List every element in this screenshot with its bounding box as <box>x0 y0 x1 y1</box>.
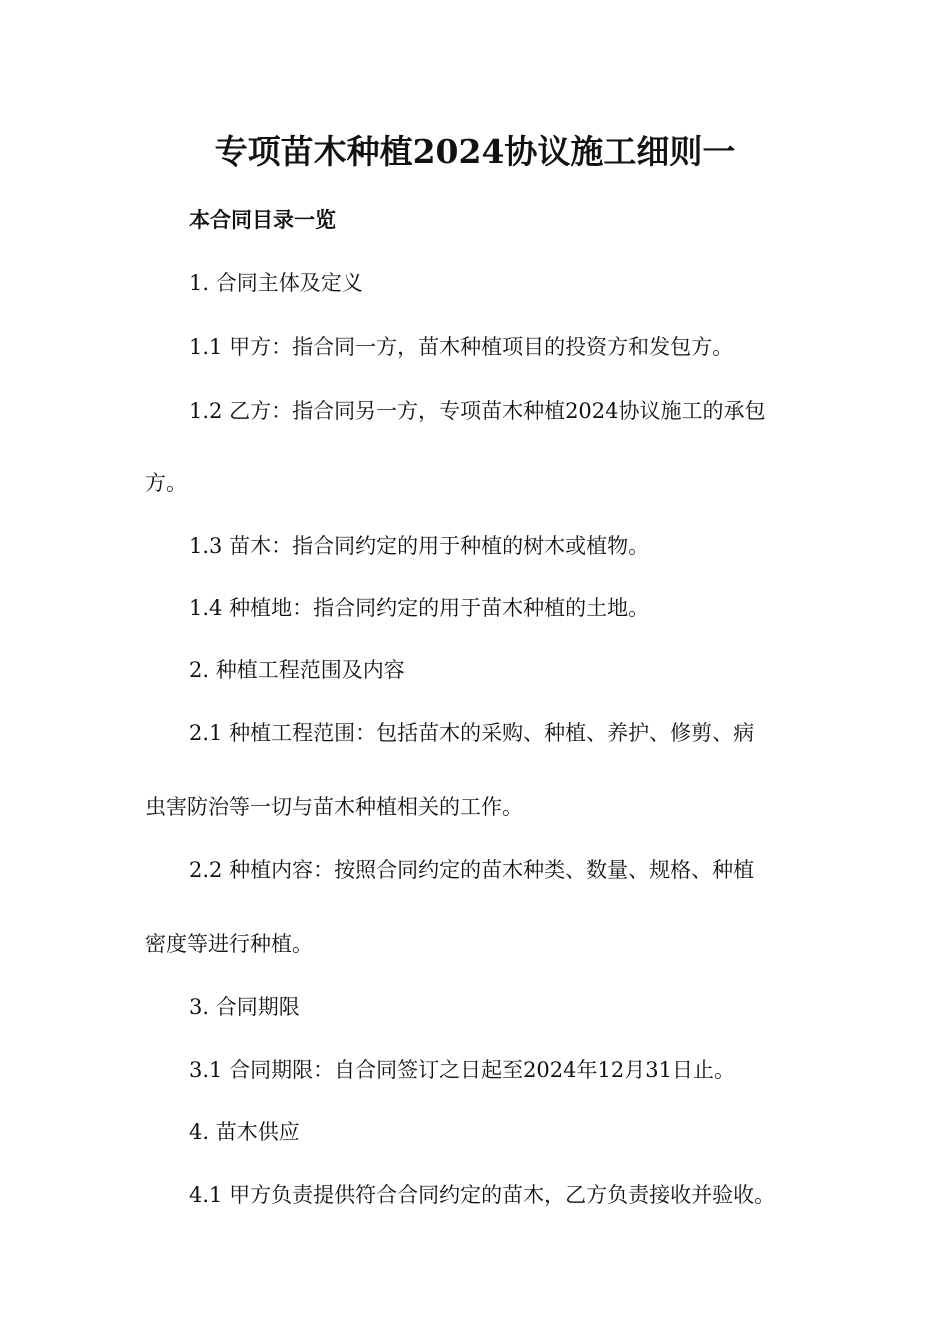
section-heading-4: 4. 苗木供应 <box>189 1120 300 1144</box>
section-heading-3: 3. 合同期限 <box>189 995 300 1019</box>
section-heading-2: 2. 种植工程范围及内容 <box>189 658 405 682</box>
clause-4-1: 4.1 甲方负责提供符合合同约定的苗木，乙方负责接收并验收。 <box>189 1183 776 1207</box>
clause-2-1: 2.1 种植工程范围：包括苗木的采购、种植、养护、修剪、病 <box>189 721 755 745</box>
clause-2-1-continued: 虫害防治等一切与苗木种植相关的工作。 <box>145 795 523 819</box>
clause-2-2: 2.2 种植内容：按照合同约定的苗木种类、数量、规格、种植 <box>189 858 755 882</box>
clause-1-1: 1.1 甲方：指合同一方，苗木种植项目的投资方和发包方。 <box>189 335 734 359</box>
clause-1-4: 1.4 种植地：指合同约定的用于苗木种植的土地。 <box>189 596 650 620</box>
clause-1-2-continued: 方。 <box>145 471 187 495</box>
clause-3-1: 3.1 合同期限：自合同签订之日起至2024年12月31日止。 <box>189 1058 735 1082</box>
clause-1-3: 1.3 苗木：指合同约定的用于种植的树木或植物。 <box>189 534 650 558</box>
toc-heading: 本合同目录一览 <box>189 207 336 232</box>
clause-2-2-continued: 密度等进行种植。 <box>145 932 313 956</box>
document-title: 专项苗木种植2024协议施工细则一 <box>214 132 736 171</box>
section-heading-1: 1. 合同主体及定义 <box>189 271 363 295</box>
clause-1-2: 1.2 乙方：指合同另一方，专项苗木种植2024协议施工的承包 <box>189 399 766 423</box>
